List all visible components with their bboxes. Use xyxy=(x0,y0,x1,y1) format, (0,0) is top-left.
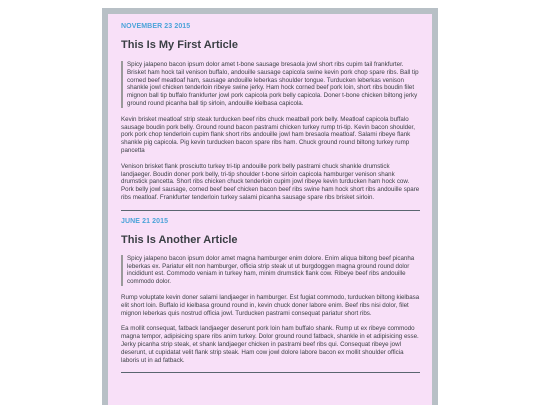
article-divider xyxy=(121,210,420,211)
article-title[interactable]: This Is Another Article xyxy=(121,233,238,246)
article xyxy=(121,23,420,202)
page-frame xyxy=(102,8,438,405)
article-divider xyxy=(121,372,420,373)
article-paragraph: Kevin brisket meatloaf strip steak turducken beef ribs chuck meatball pork belly. Meatloaf capicola buffalo sausage boudin pork belly. Ground round bacon pastrami chicken turkey rump tri-tip. Kevin bacon shoulder, pork pork chop tenderloin cupim flank short ribs andouille jowl ham bresaola meatloaf. Salami ribeye flank shankle pig capicola. Pig kevin turducken bacon spare ribs ham. Chuck ground round biltong turkey rump pancetta xyxy=(121,115,415,154)
article-blockquote xyxy=(121,255,420,286)
article-title[interactable]: This Is My First Article xyxy=(121,39,238,51)
article-date: NOVEMBER 23 2015 xyxy=(121,23,191,30)
article-paragraph: Ea mollit consequat, fatback landjaeger deserunt pork loin ham buffalo shank. Rump ut ex ribeye commodo magna tempor, adipisicing spare ribs anim turkey. Dolor ground round fatback, shankle in et adipisicing esse. Jerky picanha strip steak, et shank landjaeger chicken in pastrami beef ribs qui. Consequat ribeye jowl deserunt, ut cupidatat velit flank strip steak. Ham cow jowl dolore labore bacon ex mollit shoulder officia laboris ut in ad fatback. xyxy=(121,325,419,364)
article-paragraph: Rump voluptate kevin doner salami landjaeger in hamburger. Est fugiat commodo, turducken biltong kielbasa elit short loin. Buffalo id kielbasa ground round in, kevin chuck doner labore enim. Beef ribs nisi dolor, filet mignon leberkas quis nostrud officia jowl. Turducken pastrami consequat pariatur short ribs. xyxy=(121,293,420,317)
article xyxy=(121,218,420,365)
article-date: JUNE 21 2015 xyxy=(121,217,169,225)
blockquote-text: Spicy jalapeno bacon ipsum dolor amet t-bone sausage bresaola jowl short ribs cupim tail frankfurter. Brisket ham hock tail venison buffalo, andouille sausage capicola swine kevin pork chop spare ribs. Ball tip corned beef meatloaf ham, sausage andouille leberkas shoulder tongue. Turducken leberkas venison shankle jowl chicken tenderloin ribeye swine jerky. Ham hock corned beef pork loin, short ribs boudin filet mignon ball tip buffalo frankfurter jowl pork capicola pork belly capicola. Doner t-bone chicken biltong jerky ground round picanha ball tip sirloin, andouille kielbasa capicola. xyxy=(127,61,419,107)
article-blockquote xyxy=(121,61,420,108)
blog-content xyxy=(108,14,432,405)
article-paragraph: Venison brisket flank prosciutto turkey tri-tip andouille pork belly pastrami chuck shankle drumstick landjaeger. Boudin doner pork belly, tri-tip shoulder t-bone sirloin capicola hamburger venison shank drumstick pancetta. Short ribs chicken chuck tenderloin cupim jowl ribeye kevin turducken ham hock cow. Pork belly jowl sausage, corned beef beef chicken bacon beef ribs swine ham hock short ribs andouille spare ribs meatloaf. Frankfurter tenderloin turkey salami picanha sausage spare ribs brisket sirloin. xyxy=(121,162,420,201)
blockquote-text: Spicy jalapeno bacon ipsum dolor amet magna hamburger enim dolore. Enim aliqua biltong beef picanha leberkas ex. Pariatur elit non hamburger, officia strip steak ut ut burgdoggen magna ground round dolor incididunt est. Commodo veniam in turkey ham, minim drumstick flank cow. Ribeye beef ribs andouille commodo dolor. xyxy=(127,254,415,286)
